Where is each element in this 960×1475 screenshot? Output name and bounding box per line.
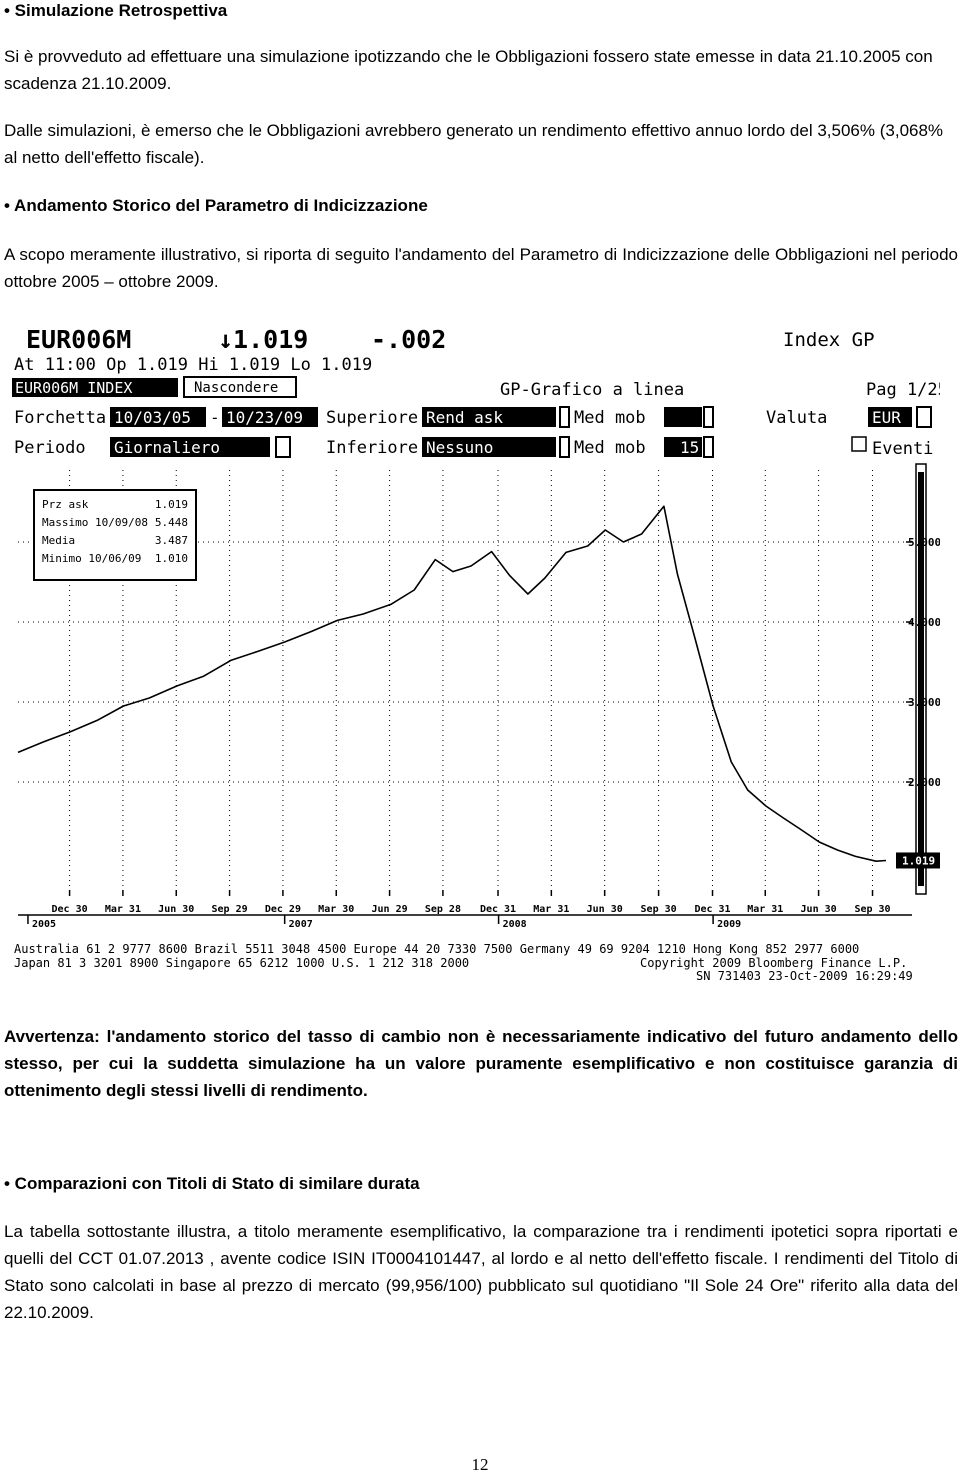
last-price: ↓1.019 — [218, 325, 309, 354]
currency-value: EUR — [872, 408, 901, 427]
ma2-value: 15 — [680, 438, 700, 457]
x-tick-label: Sep 30 — [854, 904, 891, 915]
ticker-title: EUR006M — [26, 325, 132, 354]
chart-type-label: GP-Grafico a linea — [500, 380, 685, 400]
start-date: 10/03/05 — [114, 408, 192, 427]
x-tick-label: Sep 30 — [640, 904, 677, 915]
year-label: 2007 — [288, 919, 313, 930]
currency-label: Valuta — [766, 408, 828, 428]
section-heading-comparazioni: • Comparazioni con Titoli di Stato di similare durata — [4, 1174, 420, 1193]
bloomberg-chart — [6, 322, 940, 984]
last-value-label: 1.019 — [902, 854, 936, 868]
y-tick-label: 2.000 — [908, 776, 940, 789]
comparazioni-paragraph: La tabella sottostante illustra, a titolo meramente esemplificativo, la comparazione tra i rendimenti ipotetici sopra riportati e quelli del CCT 01.07.2013 , avente codice ISIN IT0004101447, al lordo e al netto dell'effetto fiscale. I rendimenti del Titolo di Stato sono calcolati in base al prezzo di mercato (99,956/100) pubblicato sul quotidiano "Il Sole 24 Ore" riferito alla data del 22.10.2009. — [4, 1222, 958, 1322]
year-label: 2005 — [31, 919, 57, 930]
x-tick-label: Sep 29 — [211, 904, 248, 915]
page-number: 12 — [471, 1455, 489, 1474]
simulation-paragraph: Si è provveduto ad effettuare una simulazione ipotizzando che le Obbligazioni fossero state emesse in data 21.10.2005 con scadenza 21.10.2009. — [4, 47, 933, 93]
y-tick-label: 3.000 — [908, 696, 940, 709]
footer-contacts-line2: Japan 81 3 3201 8900 Singapore 65 6212 1000 U.S. 1 212 318 2000 — [14, 956, 470, 970]
date-dash: - — [210, 408, 220, 427]
simulation-result-paragraph: Dalle simulazioni, è emerso che le Obbligazioni avrebbero generato un rendimento effettivo annuo lordo del 3,506% (3,068% al netto dell'effetto fiscale). — [4, 121, 944, 167]
period-label: Periodo — [14, 438, 86, 458]
x-tick-label: Mar 31 — [104, 904, 141, 915]
y-tick-label: 5.000 — [908, 536, 940, 549]
section-heading-simulazione: • Simulazione Retrospettiva — [4, 1, 228, 20]
footer-copyright: Copyright 2009 Bloomberg Finance L.P. — [640, 956, 908, 970]
x-tick-label: Dec 31 — [479, 904, 517, 915]
upper-label: Superiore — [326, 408, 419, 428]
ma2-checkbox[interactable] — [704, 437, 713, 457]
range-label: Forchetta — [14, 408, 107, 428]
lower-checkbox[interactable] — [560, 437, 569, 457]
price-change: -.002 — [371, 325, 447, 354]
stats-value: 3.487 — [154, 534, 188, 547]
stats-label: Minimo 10/06/09 — [42, 552, 142, 565]
warning-note: Avvertenza: l'andamento storico del tasso di cambio non è necessariamente indicativo del futuro andamento dello stesso, per cui la suddetta simulazione ha un valore puramente esemplificativo e non costituisce garanzia di ottenimento degli stessi livelli di rendimento. — [4, 1027, 958, 1100]
end-date: 10/23/09 — [226, 408, 304, 427]
ma2-label: Med mob — [574, 438, 646, 458]
x-tick-label: Mar 31 — [533, 904, 570, 915]
upper-checkbox[interactable] — [560, 407, 569, 427]
security-field-text: EUR006M INDEX — [15, 379, 133, 397]
x-tick-label: Jun 29 — [371, 904, 408, 915]
index-label: Index GP — [783, 329, 875, 351]
at-line: At 11:00 Op 1.019 Hi 1.019 Lo 1.019 — [14, 355, 373, 375]
x-tick-label: Jun 30 — [586, 904, 623, 915]
x-tick-label: Jun 30 — [158, 904, 195, 915]
stats-value: 1.019 — [154, 498, 188, 511]
y-tick-label: 4.000 — [908, 616, 940, 629]
stats-value: 5.448 — [154, 516, 188, 529]
bloomberg-chart-svg — [6, 322, 940, 984]
ma1-label: Med mob — [574, 408, 646, 428]
x-tick-label: Dec 29 — [264, 904, 301, 915]
currency-checkbox[interactable] — [917, 407, 931, 427]
period-value: Giornaliero — [114, 438, 220, 457]
period-checkbox[interactable] — [276, 437, 290, 457]
x-tick-label: Mar 31 — [747, 904, 784, 915]
x-tick-label: Mar 30 — [318, 904, 355, 915]
ma1-field[interactable] — [664, 407, 702, 427]
lower-value: Nessuno — [426, 438, 494, 457]
scrollbar-thumb — [918, 472, 924, 886]
x-tick-label: Jun 30 — [800, 904, 837, 915]
x-tick-label: Dec 30 — [51, 904, 88, 915]
ma1-checkbox[interactable] — [704, 407, 713, 427]
year-label: 2008 — [502, 919, 527, 930]
footer-contacts-line1: Australia 61 2 9777 8600 Brazil 5511 3048 4500 Europe 44 20 7330 7500 Germany 49 69 9204 1210 Hong Kong 852 2977 6000 — [14, 942, 860, 956]
stats-value: 1.010 — [154, 552, 188, 565]
hide-button-label: Nascondere — [194, 380, 279, 396]
stats-label: Massimo 10/09/08 — [42, 516, 148, 529]
year-label: 2009 — [717, 919, 742, 930]
stats-box — [34, 490, 196, 580]
stats-label: Prz ask — [42, 498, 89, 511]
x-tick-label: Sep 28 — [424, 904, 461, 915]
section-heading-andamento: • Andamento Storico del Parametro di Indicizzazione — [4, 196, 428, 215]
page-indicator: Pag 1/25 — [866, 380, 940, 400]
footer-serial: SN 731403 23-Oct-2009 16:29:49 — [696, 969, 913, 983]
events-label: Eventi — [872, 439, 934, 459]
events-checkbox[interactable] — [852, 437, 866, 451]
upper-value: Rend ask — [426, 408, 504, 427]
x-tick-label: Dec 31 — [694, 904, 731, 915]
andamento-paragraph: A scopo meramente illustrativo, si riporta di seguito l'andamento del Parametro di Indicizzazione delle Obbligazioni nel periodo ottobre 2005 – ottobre 2009. — [4, 245, 958, 291]
stats-label: Media — [42, 534, 76, 547]
lower-label: Inferiore — [326, 438, 419, 458]
